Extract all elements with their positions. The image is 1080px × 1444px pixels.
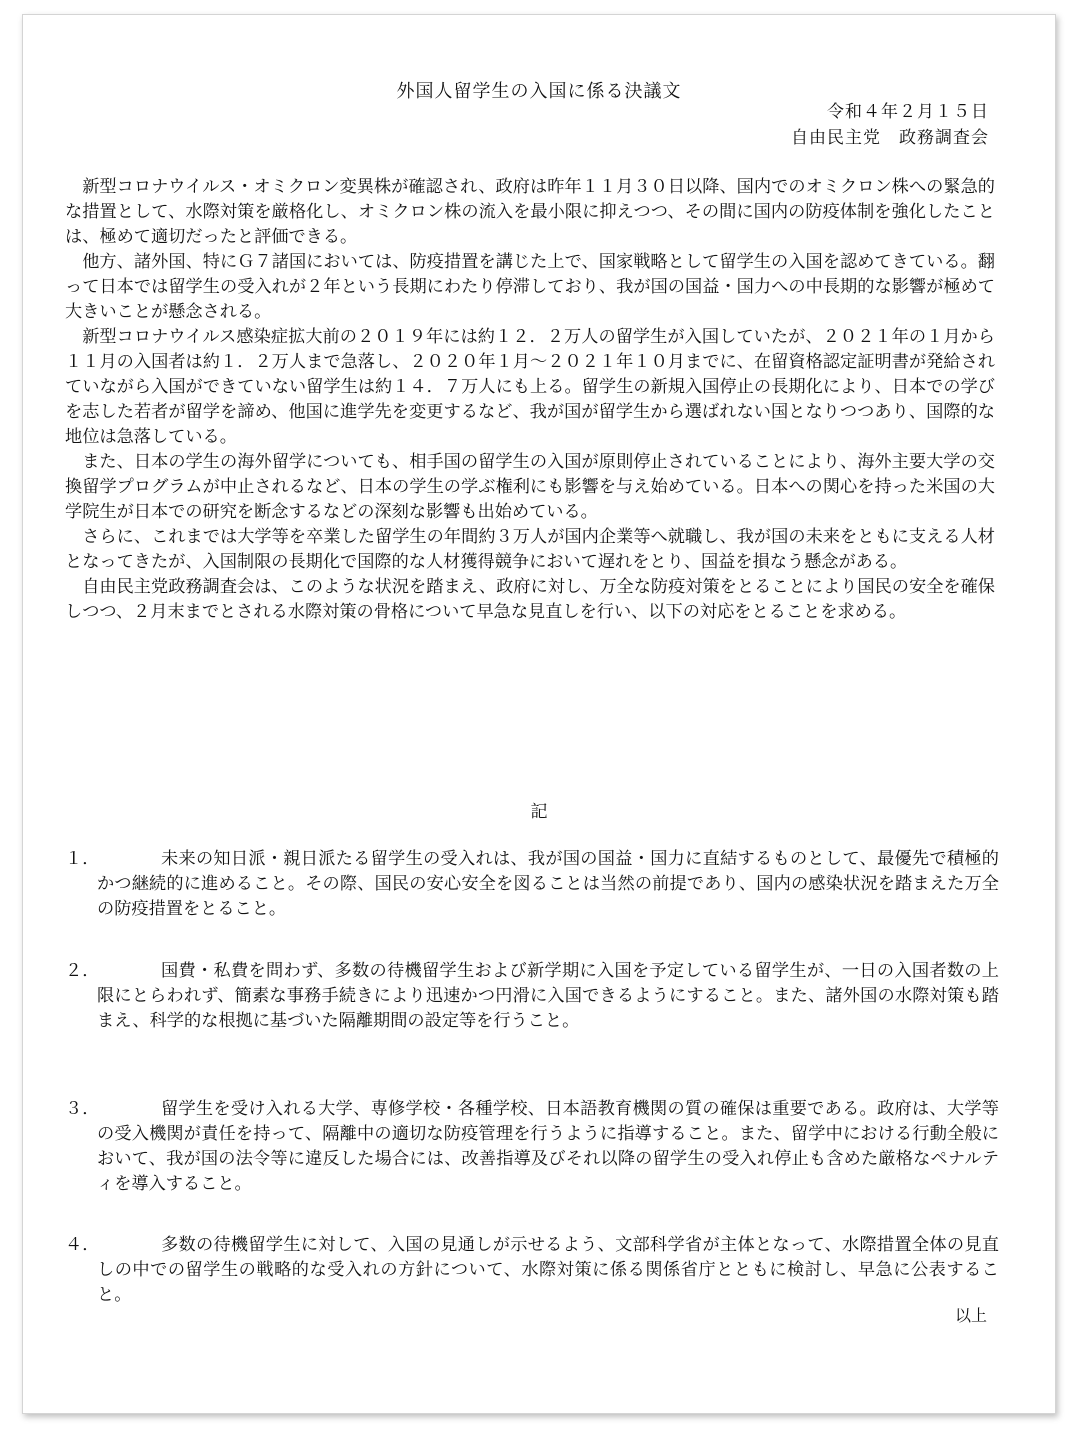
paragraph: さらに、これまでは大学等を卒業した留学生の年間約３万人が国内企業等へ就職し、我が国の未来をともに支える人材となってきたが、入国制限の長期化で国際的な人材獲得競争において遅れをとり、国益を損なう懸念がある。 (65, 527, 995, 572)
item-text: 未来の知日派・親日派たる留学生の受入れは、我が国の国益・国力に直結するものとして、最優先で積極的かつ継続的に進めること。その際、国民の安心安全を図ることは当然の前提であり、国内の感染状況を踏まえた万全の防疫措置をとること。 (97, 849, 999, 919)
document-date: 令和４年２月１５日 (827, 102, 989, 122)
resolution-item (65, 959, 999, 1034)
item-text: 多数の待機留学生に対して、入国の見通しが示せるよう、文部科学省が主体となって、水際措置全体の見直しの中での留学生の戦略的な受入れの方針について、水際対策に係る関係省庁とともに検討し、早急に公表すること。 (97, 1235, 999, 1305)
item-number: １． (65, 849, 100, 869)
item-text: 国費・私費を問わず、多数の待機留学生および新学期に入国を予定している留学生が、一日の入国者数の上限にとらわれず、簡素な事務手続きにより迅速かつ円滑に入国できるようにすること。また、諸外国の水際対策も踏まえ、科学的な根拠に基づいた隔離期間の設定等を行うこと。 (97, 961, 999, 1031)
closing-mark: 以上 (954, 1306, 987, 1325)
resolution-item (65, 847, 999, 922)
item-number: ２． (65, 961, 100, 981)
issuing-organization: 自由民主党 政務調査会 (791, 128, 989, 148)
resolution-item (65, 1233, 999, 1308)
resolution-item (65, 1097, 999, 1197)
item-number: ４． (65, 1235, 100, 1255)
paragraph: 他方、諸外国、特にＧ７諸国においては、防疫措置を講じた上で、国家戦略として留学生の入国を認めてきている。翻って日本では留学生の受入れが２年という長期にわたり停滞しており、我が国の国益・国力への中長期的な影響が極めて大きいことが懸念される。 (65, 252, 995, 322)
paragraph: また、日本の学生の海外留学についても、相手国の留学生の入国が原則停止されていることにより、海外主要大学の交換留学プログラムが中止されるなど、日本の学生の学ぶ権利にも影響を与え始めている。日本への関心を持った米国の大学院生が日本での研究を断念するなどの深刻な影響も出始めている。 (65, 452, 995, 522)
item-text: 留学生を受け入れる大学、専修学校・各種学校、日本語教育機関の質の確保は重要である。政府は、大学等の受入機関が責任を持って、隔離中の適切な防疫管理を行うように指導すること。また、留学中における行動全般において、我が国の法令等に違反した場合には、改善指導及びそれ以降の留学生の受入れ停止も含めた厳格なペナルティを導入すること。 (97, 1099, 999, 1194)
paragraph: 新型コロナウイルス感染症拡大前の２０１９年には約１２．２万人の留学生が入国していたが、２０２１年の１月から１１月の入国者は約１．２万人まで急落し、２０２０年１月～２０２１年１０月までに、在留資格認定証明書が発給されていながら入国ができていない留学生は約１４．７万人にも上る。留学生の新規入国停止の長期化により、日本での学びを志した若者が留学を諦め、他国に進学先を変更するなど、我が国が留学生から選ばれない国となりつつあり、国際的な地位は急落している。 (65, 327, 995, 447)
item-number: ３． (65, 1099, 100, 1119)
document-title: 外国人留学生の入国に係る決議文 (396, 81, 682, 102)
ki-heading: 記 (530, 802, 548, 822)
paragraph: 新型コロナウイルス・オミクロン変異株が確認され、政府は昨年１１月３０日以降、国内でのオミクロン株への緊急的な措置として、水際対策を厳格化し、オミクロン株の流入を最小限に抑えつつ、その間に国内の防疫体制を強化したことは、極めて適切だったと評価できる。 (65, 177, 995, 247)
document-body (65, 175, 995, 625)
paragraph: 自由民主党政務調査会は、このような状況を踏まえ、政府に対し、万全な防疫対策をとることにより国民の安全を確保しつつ、２月末までとされる水際対策の骨格について早急な見直しを行い、以下の対応をとることを求める。 (65, 577, 995, 622)
document-page (22, 14, 1056, 1414)
